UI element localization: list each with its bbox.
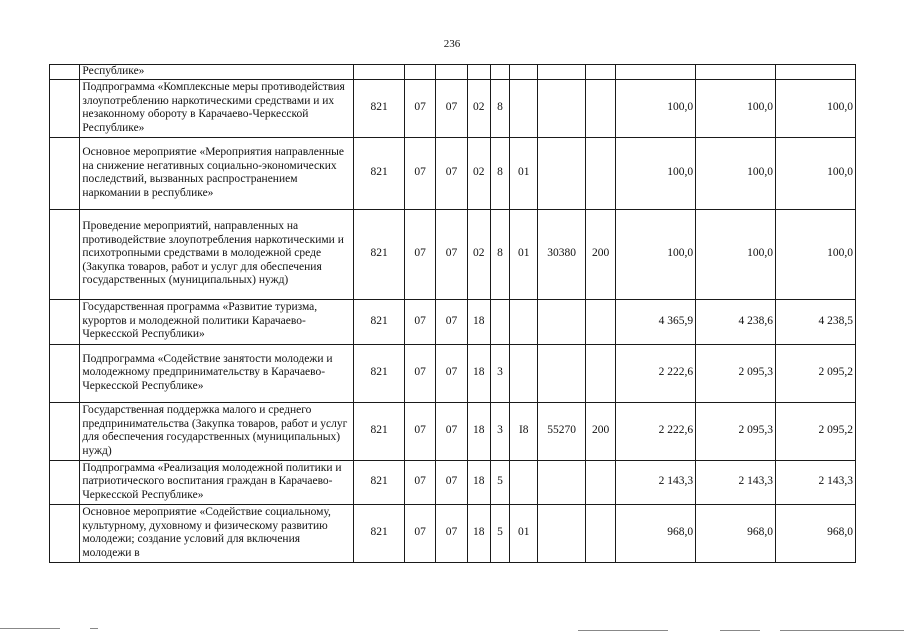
event-code: [510, 79, 538, 137]
event-code: 01: [510, 137, 538, 209]
ministry-code: 821: [354, 299, 405, 344]
program-code: [467, 65, 490, 80]
table-row: [50, 209, 856, 299]
ministry-code: 821: [354, 460, 405, 504]
section-code: 07: [404, 460, 435, 504]
subprogram-code: 3: [490, 344, 509, 402]
expense-type-code: [585, 137, 615, 209]
direction-code: [538, 344, 586, 402]
subprogram-code: 8: [490, 137, 509, 209]
subprogram-code: [490, 299, 509, 344]
event-code: [510, 460, 538, 504]
direction-code: [538, 299, 586, 344]
amount-year-2: 2 143,3: [696, 460, 776, 504]
ministry-code: [354, 65, 405, 80]
event-code: [510, 299, 538, 344]
row-name: Проведение мероприятий, направленных на противодействие злоупотребления наркотическими и психотропными средствами в молодежной среде (Закупка товаров, работ и услуг для обеспечения государственных (муниципальных) нужд): [80, 209, 354, 299]
amount-year-3: 968,0: [776, 504, 856, 562]
amount-year-1: 4 365,9: [616, 299, 696, 344]
amount-year-1: 100,0: [616, 209, 696, 299]
program-code: 18: [467, 344, 490, 402]
blank-cell: [50, 79, 80, 137]
amount-year-1: 100,0: [616, 79, 696, 137]
blank-cell: [50, 344, 80, 402]
amount-year-1: 2 222,6: [616, 402, 696, 460]
ministry-code: 821: [354, 79, 405, 137]
subsection-code: 07: [436, 504, 467, 562]
section-code: 07: [404, 209, 435, 299]
row-name: Основное мероприятие «Содействие социальному, культурному, духовному и физическому развитию молодежи; создание условий для включения молодежи в: [80, 504, 354, 562]
event-code: 01: [510, 209, 538, 299]
expense-type-code: 200: [585, 209, 615, 299]
ministry-code: 821: [354, 209, 405, 299]
section-code: [404, 65, 435, 80]
amount-year-2: 2 095,3: [696, 344, 776, 402]
amount-year-2: 2 095,3: [696, 402, 776, 460]
subsection-code: 07: [436, 402, 467, 460]
row-name: Подпрограмма «Комплексные меры противодействия злоупотреблению наркотическими средствами и их незаконному обороту в Карачаево-Черкесской Республике»: [80, 79, 354, 137]
amount-year-1: 2 222,6: [616, 344, 696, 402]
section-code: 07: [404, 504, 435, 562]
program-code: 18: [467, 299, 490, 344]
subsection-code: [436, 65, 467, 80]
subprogram-code: 8: [490, 209, 509, 299]
table-row: [50, 402, 856, 460]
amount-year-3: 2 095,2: [776, 402, 856, 460]
event-code: 01: [510, 504, 538, 562]
program-code: 18: [467, 504, 490, 562]
event-code: [510, 344, 538, 402]
table-row: [50, 65, 856, 80]
amount-year-2: 100,0: [696, 79, 776, 137]
amount-year-3: 2 143,3: [776, 460, 856, 504]
expense-type-code: 200: [585, 402, 615, 460]
blank-cell: [50, 402, 80, 460]
subsection-code: 07: [436, 299, 467, 344]
section-code: 07: [404, 79, 435, 137]
scan-artifact-lines: [0, 625, 904, 635]
row-name: Государственная поддержка малого и среднего предпринимательства (Закупка товаров, работ и услуг для обеспечения государственных (муниципальных) нужд): [80, 402, 354, 460]
subsection-code: 07: [436, 460, 467, 504]
amount-year-3: 100,0: [776, 79, 856, 137]
blank-cell: [50, 504, 80, 562]
section-code: 07: [404, 299, 435, 344]
table-row: [50, 504, 856, 562]
section-code: 07: [404, 137, 435, 209]
amount-year-2: 968,0: [696, 504, 776, 562]
expense-type-code: [585, 460, 615, 504]
ministry-code: 821: [354, 504, 405, 562]
amount-year-3: [776, 65, 856, 80]
direction-code: [538, 460, 586, 504]
expense-type-code: [585, 65, 615, 80]
blank-cell: [50, 137, 80, 209]
amount-year-3: 100,0: [776, 137, 856, 209]
blank-cell: [50, 299, 80, 344]
amount-year-1: 100,0: [616, 137, 696, 209]
row-name: Подпрограмма «Содействие занятости молодежи и молодежному предпринимательству в Карачаево-Черкесской Республике»: [80, 344, 354, 402]
section-code: 07: [404, 402, 435, 460]
amount-year-1: 2 143,3: [616, 460, 696, 504]
direction-code: [538, 79, 586, 137]
expense-type-code: [585, 504, 615, 562]
amount-year-3: 2 095,2: [776, 344, 856, 402]
subsection-code: 07: [436, 209, 467, 299]
page-number: 236: [443, 38, 461, 50]
amount-year-1: 968,0: [616, 504, 696, 562]
blank-cell: [50, 460, 80, 504]
row-name: Государственная программа «Развитие туризма, курортов и молодежной политики Карачаево-Черкесской Республики»: [80, 299, 354, 344]
direction-code: 30380: [538, 209, 586, 299]
amount-year-1: [616, 65, 696, 80]
program-code: 02: [467, 79, 490, 137]
direction-code: 55270: [538, 402, 586, 460]
blank-cell: [50, 65, 80, 80]
expense-type-code: [585, 79, 615, 137]
subprogram-code: 8: [490, 79, 509, 137]
amount-year-2: 100,0: [696, 209, 776, 299]
event-code: I8: [510, 402, 538, 460]
blank-cell: [50, 209, 80, 299]
amount-year-2: 4 238,6: [696, 299, 776, 344]
ministry-code: 821: [354, 402, 405, 460]
row-name: Основное мероприятие «Мероприятия направленные на снижение негативных социально-экономических последствий, вызванных распространением наркомании в республике»: [80, 137, 354, 209]
event-code: [510, 65, 538, 80]
subsection-code: 07: [436, 344, 467, 402]
expense-type-code: [585, 299, 615, 344]
row-name: Республике»: [80, 65, 354, 80]
direction-code: [538, 137, 586, 209]
subsection-code: 07: [436, 79, 467, 137]
amount-year-2: [696, 65, 776, 80]
program-code: 02: [467, 209, 490, 299]
subprogram-code: [490, 65, 509, 80]
program-code: 18: [467, 402, 490, 460]
program-code: 18: [467, 460, 490, 504]
table-row: [50, 344, 856, 402]
amount-year-2: 100,0: [696, 137, 776, 209]
direction-code: [538, 65, 586, 80]
budget-table: [49, 64, 856, 563]
amount-year-3: 4 238,5: [776, 299, 856, 344]
ministry-code: 821: [354, 344, 405, 402]
table-row: [50, 299, 856, 344]
row-name: Подпрограмма «Реализация молодежной политики и патриотического воспитания граждан в Карачаево-Черкесской Республике»: [80, 460, 354, 504]
table-row: [50, 79, 856, 137]
direction-code: [538, 504, 586, 562]
expense-type-code: [585, 344, 615, 402]
subsection-code: 07: [436, 137, 467, 209]
subprogram-code: 5: [490, 504, 509, 562]
table-row: [50, 460, 856, 504]
amount-year-3: 100,0: [776, 209, 856, 299]
subprogram-code: 5: [490, 460, 509, 504]
table-row: [50, 137, 856, 209]
ministry-code: 821: [354, 137, 405, 209]
section-code: 07: [404, 344, 435, 402]
program-code: 02: [467, 137, 490, 209]
subprogram-code: 3: [490, 402, 509, 460]
